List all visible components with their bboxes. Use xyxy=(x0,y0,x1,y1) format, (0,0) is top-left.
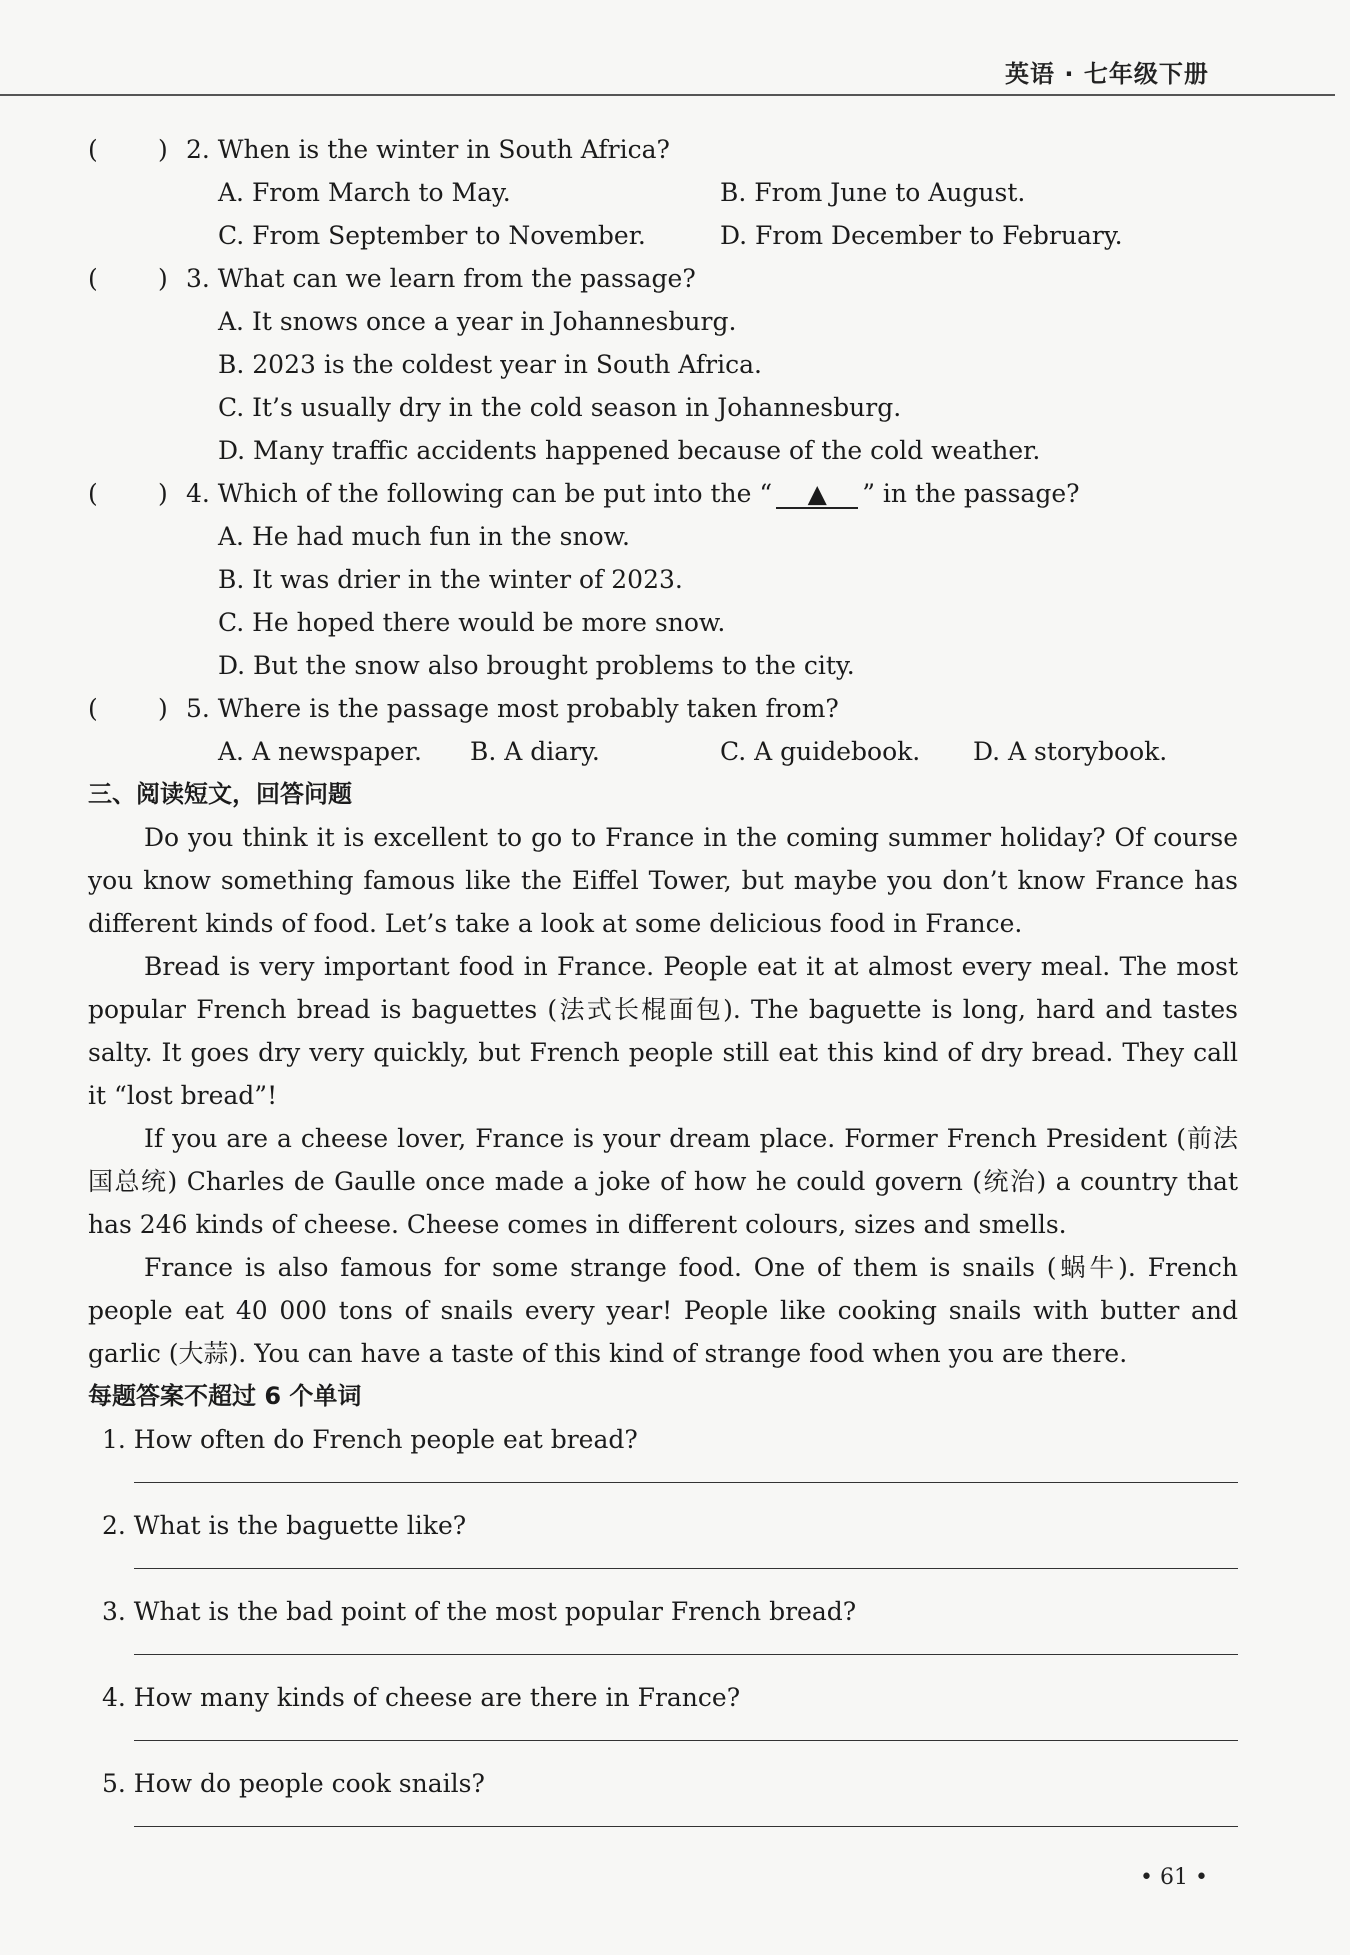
options-row xyxy=(88,386,1238,429)
question-text: 5. Where is the passage most probably taken from? xyxy=(186,694,839,723)
option-d: D. A storybook. xyxy=(973,737,1168,766)
options-row xyxy=(88,429,1238,472)
passage-paragraph: Do you think it is excellent to go to France in the coming summer holiday? Of course you know something famous like the Eiffel Tower, but maybe you don’t know France has different kinds of food. Let’s take a look at some delicious food in France. xyxy=(88,823,1238,938)
short-answer-question: 1. How often do French people eat bread? xyxy=(102,1425,638,1454)
options-row xyxy=(88,343,1238,386)
option-b: B. A diary. xyxy=(470,737,600,766)
passage-paragraph: France is also famous for some strange food. One of them is snails (蜗牛). French people eat 40 000 tons of snails every year! People like cooking snails with butter and garlic (大蒜). You can have a taste of this kind of strange food when you are there. xyxy=(88,1253,1238,1368)
question-text-before: 4. Which of the following can be put into the “ xyxy=(186,479,773,508)
question-3 xyxy=(88,257,1238,300)
triangle-blank-icon: ▲ xyxy=(776,481,858,509)
header-title: 英语 · 七年级下册 xyxy=(1005,60,1209,88)
page-content xyxy=(88,128,1238,1848)
answer-line[interactable] xyxy=(134,1654,1238,1655)
answer-paren-close: ) xyxy=(158,694,168,723)
passage-paragraph: If you are a cheese lover, France is your dream place. Former French President (前法国总统) Charles de Gaulle once made a joke of how he could govern (统治) a country that has 246 kinds of cheese. Cheese comes in different colours, sizes and smells. xyxy=(88,1124,1238,1239)
short-answer-question: 2. What is the baguette like? xyxy=(102,1511,467,1540)
header-divider xyxy=(0,94,1335,96)
question-text: 2. When is the winter in South Africa? xyxy=(186,135,670,164)
passage-paragraph: Bread is very important food in France. People eat it at almost every meal. The most popular French bread is baguettes (法式长棍面包). The baguette is long, hard and tastes salty. It goes dry very quickly, but French people still eat this kind of dry bread. They call it “lost bread”! xyxy=(88,952,1238,1110)
options-row xyxy=(88,601,1238,644)
option-c: C. He hoped there would be more snow. xyxy=(218,608,726,637)
answer-paren-open: ( xyxy=(88,135,98,164)
question-text xyxy=(186,472,1080,515)
question-text: 3. What can we learn from the passage? xyxy=(186,264,696,293)
answer-paren-open: ( xyxy=(88,694,98,723)
options-row xyxy=(88,558,1238,601)
answer-line[interactable] xyxy=(134,1568,1238,1569)
question-4 xyxy=(88,472,1238,515)
option-c: C. It’s usually dry in the cold season in Johannesburg. xyxy=(218,393,902,422)
option-a: A. He had much fun in the snow. xyxy=(218,522,630,551)
option-d: D. From December to February. xyxy=(720,221,1123,250)
option-a: A. It snows once a year in Johannesburg. xyxy=(218,307,737,336)
option-c: C. A guidebook. xyxy=(720,737,921,766)
answer-line[interactable] xyxy=(134,1826,1238,1827)
option-d: D. Many traffic accidents happened because of the cold weather. xyxy=(218,436,1041,465)
options-row xyxy=(88,515,1238,558)
section-heading: 三、阅读短文，回答问题 xyxy=(88,780,352,808)
options-row xyxy=(88,171,1238,214)
option-b: B. It was drier in the winter of 2023. xyxy=(218,565,683,594)
short-answer-question: 4. How many kinds of cheese are there in France? xyxy=(102,1683,741,1712)
page-number: • 61 • xyxy=(1140,1865,1208,1890)
options-row xyxy=(88,300,1238,343)
short-answer-item xyxy=(88,1418,1238,1504)
short-answer-item xyxy=(88,1676,1238,1762)
options-row xyxy=(88,214,1238,257)
short-answer-question: 5. How do people cook snails? xyxy=(102,1769,485,1798)
answer-paren-close: ) xyxy=(158,479,168,508)
short-answer-item xyxy=(88,1762,1238,1848)
option-c: C. From September to November. xyxy=(218,221,646,250)
answer-paren-close: ) xyxy=(158,135,168,164)
answer-paren-close: ) xyxy=(158,264,168,293)
answer-paren-open: ( xyxy=(88,479,98,508)
short-answer-item xyxy=(88,1504,1238,1590)
short-answer-question: 3. What is the bad point of the most popular French bread? xyxy=(102,1597,857,1626)
option-b: B. 2023 is the coldest year in South Africa. xyxy=(218,350,762,379)
question-text-after: ” in the passage? xyxy=(862,479,1080,508)
option-a: A. A newspaper. xyxy=(218,737,422,766)
answer-line[interactable] xyxy=(134,1482,1238,1483)
option-d: D. But the snow also brought problems to the city. xyxy=(218,651,855,680)
option-b: B. From June to August. xyxy=(720,178,1026,207)
short-answer-item xyxy=(88,1590,1238,1676)
options-row xyxy=(88,730,1238,773)
option-a: A. From March to May. xyxy=(218,178,511,207)
question-5 xyxy=(88,687,1238,730)
answer-line[interactable] xyxy=(134,1740,1238,1741)
options-row xyxy=(88,644,1238,687)
answer-paren-open: ( xyxy=(88,264,98,293)
answer-instruction: 每题答案不超过 6 个单词 xyxy=(88,1382,362,1410)
question-2 xyxy=(88,128,1238,171)
